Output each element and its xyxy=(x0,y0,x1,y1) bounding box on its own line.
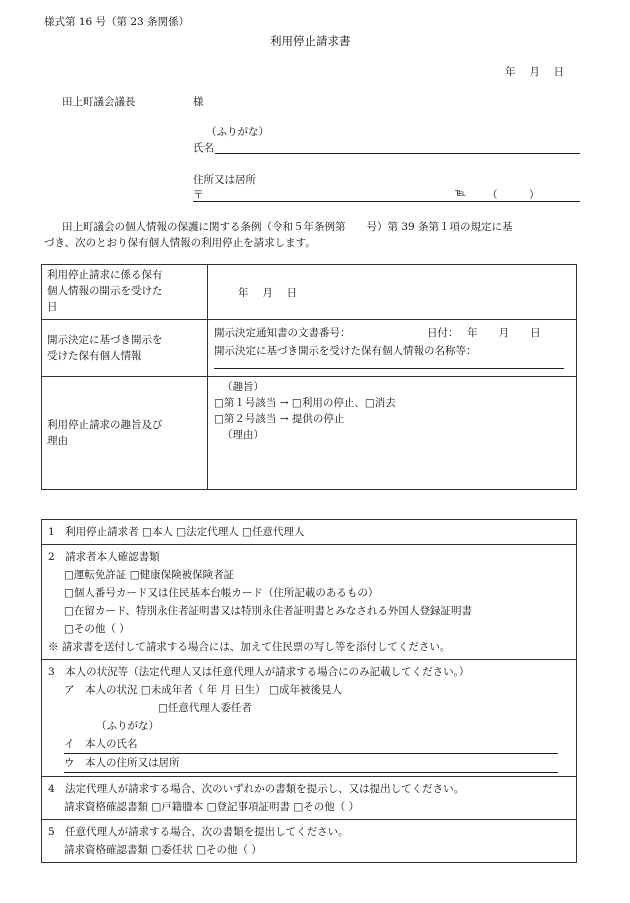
section-5 xyxy=(42,820,576,862)
requester-info-block xyxy=(41,519,577,863)
disclosure-date-label xyxy=(42,265,208,320)
doc-date-label: 日付： 年 月 日 xyxy=(427,327,541,339)
addressee-name: 田上町議会議長 xyxy=(62,96,136,108)
principal-name-line[interactable] xyxy=(64,735,558,754)
label-line: 利用停止請求の趣旨及び xyxy=(47,419,163,431)
principal-status-line-2[interactable]: □任意代理人委任者 xyxy=(158,702,252,714)
disclosed-info-line[interactable] xyxy=(214,368,564,369)
disclosure-date-value[interactable] xyxy=(208,265,577,320)
principal-name-label: イ 本人の氏名 xyxy=(64,738,138,750)
section-4-docs[interactable]: 請求資格確認書類 □戸籍謄本 □登記事項証明書 □その他（ ） xyxy=(64,801,360,813)
tel-mark: ℡ xyxy=(455,187,467,199)
purpose-option-2[interactable]: □第２号該当 → 提供の停止 xyxy=(214,413,345,425)
purpose-reason-value[interactable] xyxy=(208,377,577,490)
purpose-reason-row xyxy=(42,377,577,490)
label-line: 理由 xyxy=(47,435,68,447)
address-label: 住所又は居所 xyxy=(193,174,256,186)
section-5-heading: 5 任意代理人が請求する場合、次の書類を提出してください。 xyxy=(48,826,349,838)
tel-parens: （ ） xyxy=(487,189,540,201)
id-doc-option[interactable]: □運転免許証 □健康保険被保険者証 xyxy=(64,569,235,581)
principal-status-line[interactable]: ア 本人の状況 □未成年者（ 年 月 日生） □成年被後見人 xyxy=(64,684,343,696)
id-doc-option[interactable]: □その他（ ） xyxy=(64,623,130,635)
id-doc-option[interactable]: □在留カード、特別永住者証明書又は特別永住者証明書とみなされる外国人登録証明書 xyxy=(64,605,472,617)
section-4-heading: 4 法定代理人が請求する場合、次のいずれかの書類を提示し、又は提出してください。 xyxy=(48,783,465,795)
intro-line-1: 田上町議会の個人情報の保護に関する条例（令和５年条例第 号）第 39 条第１項の規定に基 xyxy=(62,221,513,233)
postal-mark: 〒 xyxy=(193,189,204,201)
principal-address-label: ウ 本人の住所又は居所 xyxy=(64,757,180,769)
label-line: 利用停止請求に係る保有 xyxy=(47,269,163,281)
label-line: 日 xyxy=(47,301,58,313)
address-field-line[interactable] xyxy=(193,201,580,202)
section-1 xyxy=(42,520,576,545)
request-details-table xyxy=(41,264,577,490)
disclosed-info-name-label: 開示決定に基づき開示を受けた保有個人情報の名称等： xyxy=(214,345,477,357)
disclosed-info-row xyxy=(42,320,577,377)
section-3 xyxy=(42,660,576,777)
section-3-heading: 3 本人の状況等（法定代理人又は任意代理人が請求する場合にのみ記載してください。） xyxy=(48,666,470,678)
section-2-heading: 2 請求者本人確認書類 xyxy=(48,551,160,563)
disclosed-info-label xyxy=(42,320,208,377)
disclosed-info-value[interactable] xyxy=(208,320,577,377)
principal-furigana-label: （ふりがな） xyxy=(96,720,159,732)
label-line: 受けた保有個人情報 xyxy=(47,350,142,362)
section-4 xyxy=(42,777,576,820)
id-doc-option[interactable]: □個人番号カード又は住民基本台帳カード（住所記載のあるもの） xyxy=(64,587,379,599)
label-line: 開示決定に基づき開示を xyxy=(47,334,163,346)
doc-number-label: 開示決定通知書の文書番号： xyxy=(214,327,351,339)
name-field-line[interactable] xyxy=(215,153,580,154)
section-1-text[interactable]: 1 利用停止請求者 □本人 □法定代理人 □任意代理人 xyxy=(48,526,305,538)
purpose-reason-label xyxy=(42,377,208,490)
label-line: 個人情報の開示を受けた xyxy=(47,285,163,297)
section-2 xyxy=(42,545,576,660)
document-title: 利用停止請求書 xyxy=(270,34,351,48)
name-label: 氏名 xyxy=(193,142,214,154)
intro-line-2: づき、次のとおり保有個人情報の利用停止を請求します。 xyxy=(44,237,316,249)
section-5-docs[interactable]: 請求資格確認書類 □委任状 □その他（ ） xyxy=(64,844,262,856)
reason-heading: （理由） xyxy=(222,429,264,441)
purpose-option-1[interactable]: □第１号該当 → □利用の停止、□消去 xyxy=(214,397,396,409)
purpose-heading: （趣旨） xyxy=(222,381,264,393)
disclosure-date-text: 年 月 日 xyxy=(238,286,298,299)
furigana-label: （ふりがな） xyxy=(206,126,269,138)
form-number: 様式第 16 号（第 23 条関係） xyxy=(44,16,190,28)
addressee-honorific: 様 xyxy=(193,96,204,108)
principal-address-line[interactable] xyxy=(64,754,558,773)
disclosure-date-row xyxy=(42,265,577,320)
date-line: 年 月 日 xyxy=(505,66,565,78)
section-2-note: ※ 請求書を送付して請求する場合には、加えて住民票の写し等を添付してください。 xyxy=(48,641,451,653)
